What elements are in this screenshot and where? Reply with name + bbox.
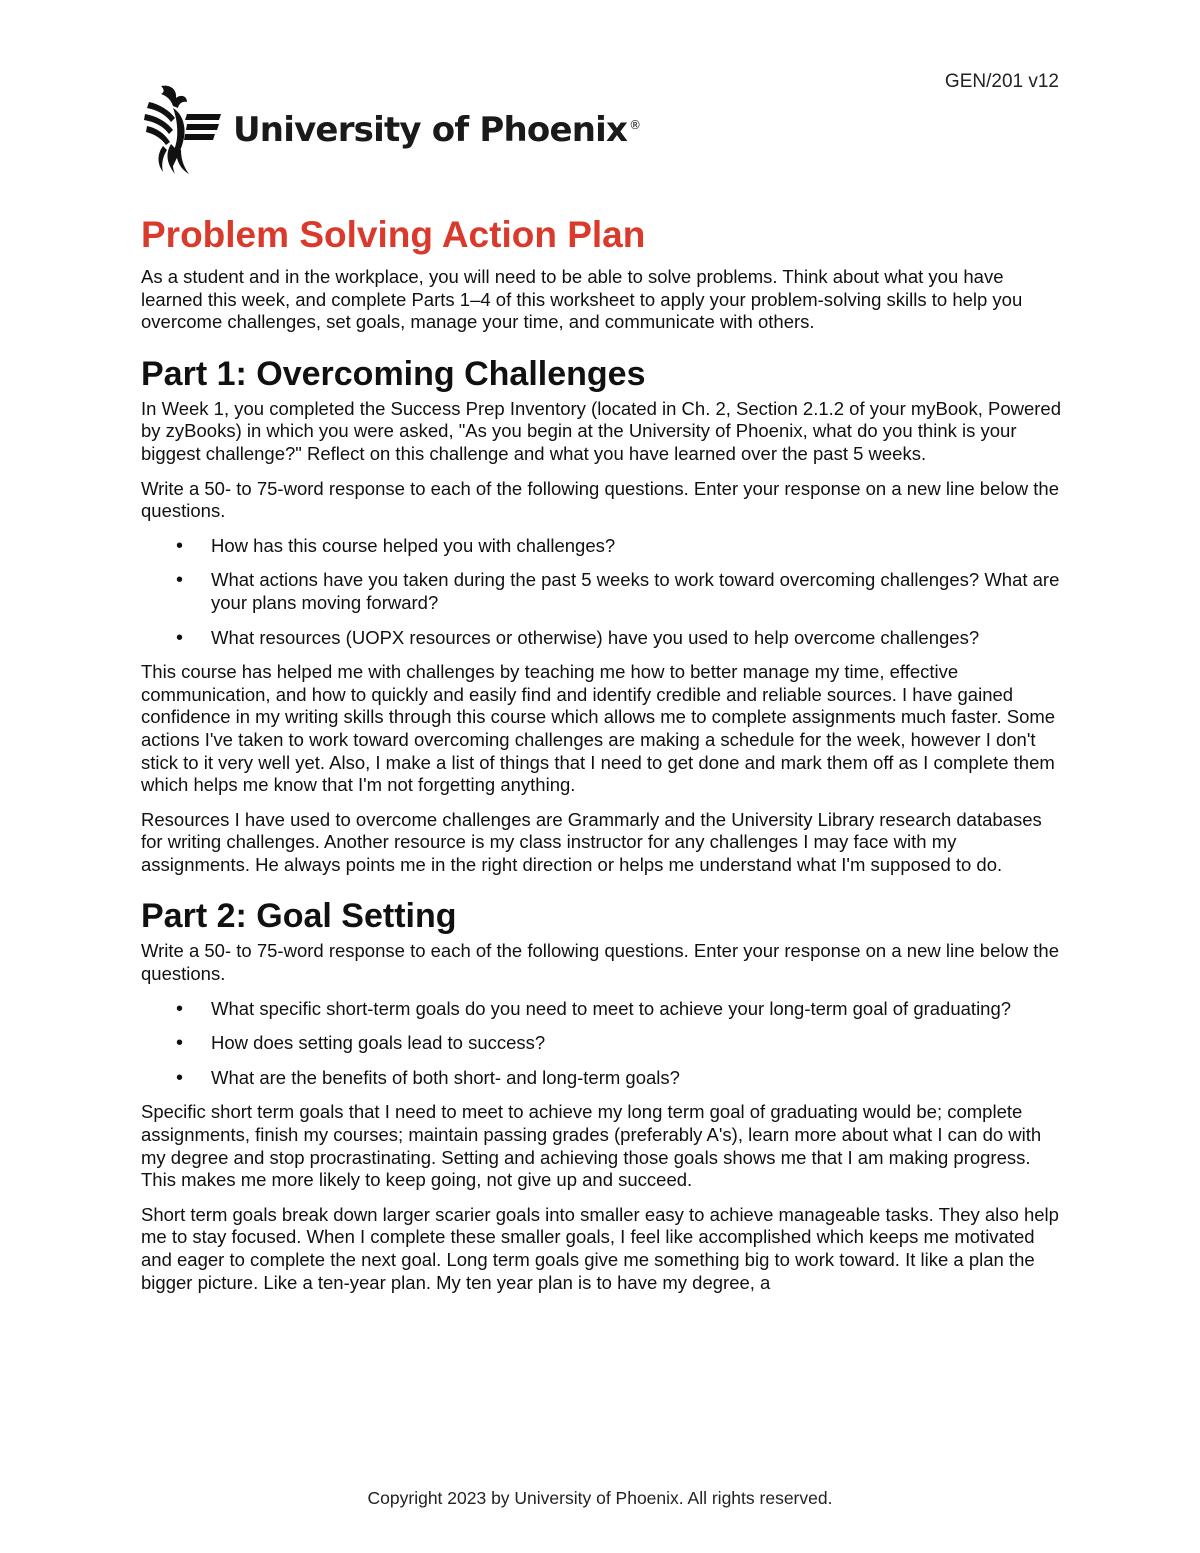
copyright-footer: Copyright 2023 by University of Phoenix. All rights reserved. — [367, 1488, 833, 1508]
part1-instructions: Write a 50- to 75-word response to each of the following questions. Enter your response on a new line below the questions. — [141, 477, 1059, 522]
part2-heading: Part 2: Goal Setting — [141, 897, 457, 936]
part2-question: • What specific short-term goals do you need to meet to achieve your long-term goal of graduating? — [211, 998, 1061, 1021]
document-code: GEN/201 v12 — [944, 71, 1059, 92]
document-body — [141, 212, 1061, 1306]
university-logo — [143, 84, 640, 176]
logo-wordmark — [233, 110, 640, 150]
part1-context: In Week 1, you completed the Success Prep Inventory (located in Ch. 2, Section 2.1.2 of your myBook, Powered by zyBooks) in which you were asked, "As you begin at the University of Phoenix, what do you think is your biggest challenge?" Reflect on this challenge and what you have learned over the past 5 weeks. — [141, 397, 1062, 464]
part1-question: • How has this course helped you with challenges? — [211, 535, 1061, 558]
part2-response: Specific short term goals that I need to meet to achieve my long term goal of graduating would be; complete assignments, finish my courses; maintain passing grades (preferably A's), learn more about what I can do with my degree and stop procrastinating. Setting and achieving those goals shows me that I am making progress. This makes me more likely to keep going, not give up and succeed. — [141, 1101, 1042, 1191]
part1-question: • What resources (UOPX resources or otherwise) have you used to help overcome challenges? — [211, 627, 1061, 650]
part2-question-list — [141, 998, 1061, 1090]
part1-heading: Part 1: Overcoming Challenges — [141, 354, 646, 393]
part1-question: • What actions have you taken during the past 5 weeks to work toward overcoming challenges? What are your plans moving forward? — [211, 569, 1061, 614]
intro-paragraph: As a student and in the workplace, you will need to be able to solve problems. Think about what you have learned this week, and complete Parts 1–4 of this worksheet to apply your problem-solving skills to help you overcome challenges, set goals, manage your time, and communicate with others. — [141, 266, 1023, 333]
phoenix-bird-icon — [143, 84, 223, 176]
part1-response: This course has helped me with challenges by teaching me how to better manage my time, effective communication, and how to quickly and easily find and identify credible and reliable sources. I have gained confidence in my writing skills through this course which allows me to complete assignments much faster. Some actions I've taken to work toward overcoming challenges are making a schedule for the week, however I don't stick to it very well yet. Also, I make a list of things that I need to get done and mark them off as I complete them which helps me know that I'm not forgetting anything. — [141, 661, 1056, 796]
part1-response: Resources I have used to overcome challenges are Grammarly and the University Library research databases for writing challenges. Another resource is my class instructor for any challenges I may face with my assignments. He always points me in the right direction or helps me understand what I'm supposed to do. — [141, 808, 1042, 875]
registered-mark: ® — [629, 117, 641, 132]
part2-question: • How does setting goals lead to success? — [211, 1032, 1061, 1055]
part1-question-list — [141, 535, 1061, 649]
document-title: Problem Solving Action Plan — [141, 214, 646, 255]
part2-question: • What are the benefits of both short- and long-term goals? — [211, 1067, 1061, 1090]
part2-instructions: Write a 50- to 75-word response to each of the following questions. Enter your response on a new line below the questions. — [141, 940, 1059, 985]
part2-response: Short term goals break down larger scarier goals into smaller easy to achieve manageable tasks. They also help me to stay focused. When I complete these smaller goals, I feel like accomplished which keeps me motivated and eager to complete the next goal. Long term goals give me something big to work toward. It like a plan the bigger picture. Like a ten-year plan. My ten year plan is to have my degree, a — [141, 1203, 1059, 1293]
logo-text: University of Phoenix — [233, 110, 628, 150]
